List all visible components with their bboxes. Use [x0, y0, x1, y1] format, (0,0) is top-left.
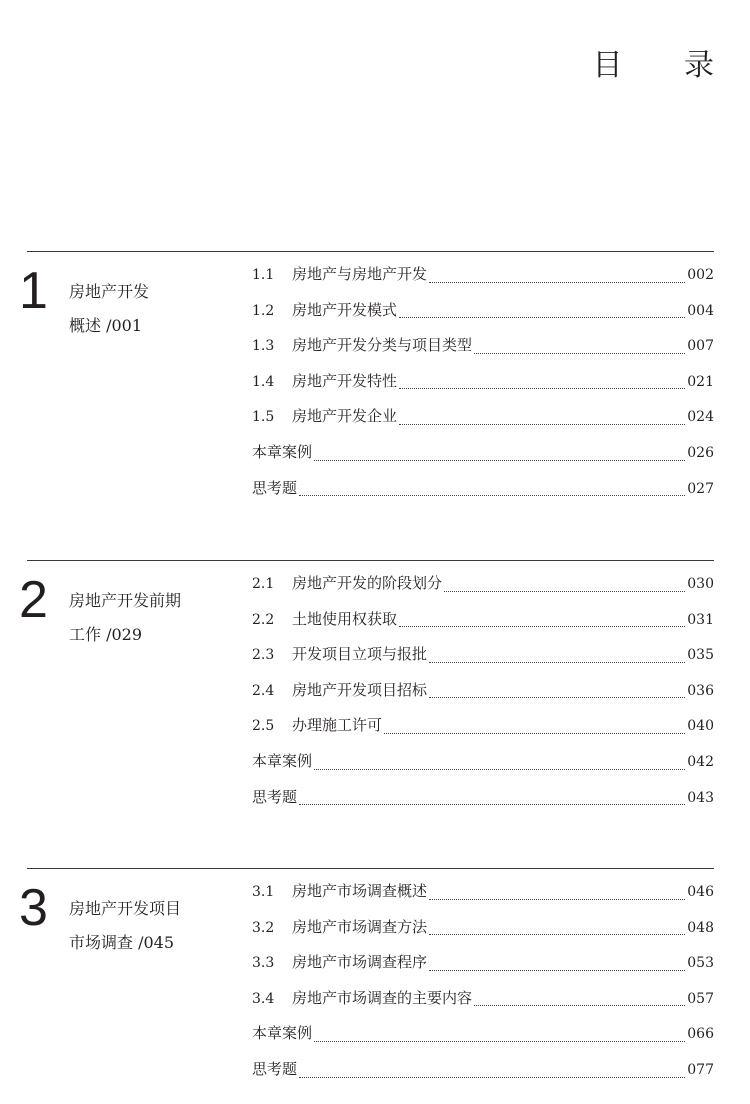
- toc-entry-title: 办理施工许可: [292, 716, 383, 735]
- toc-entry-number: 1.5: [252, 409, 275, 426]
- dot-leader: [399, 626, 685, 627]
- toc-entry[interactable]: [252, 747, 714, 783]
- toc-entry[interactable]: [252, 605, 714, 641]
- toc-entry-page: 024: [687, 409, 714, 426]
- toc-entry-page: 030: [687, 576, 714, 592]
- toc-entry[interactable]: [252, 676, 714, 712]
- toc-entry-page: 057: [687, 990, 714, 1007]
- dot-leader: [299, 804, 685, 805]
- toc-entry-title: 房地产开发企业: [292, 407, 398, 426]
- toc-entry-number: 1.1: [252, 267, 275, 283]
- toc-entries: [252, 569, 714, 818]
- toc-entry-page: 004: [687, 302, 714, 319]
- toc-entry-page: 026: [687, 444, 714, 461]
- toc-entries: [252, 877, 714, 1091]
- toc-entry[interactable]: [252, 296, 714, 332]
- dot-leader: [399, 317, 685, 318]
- toc-entry-title: 房地产开发模式: [292, 300, 398, 319]
- toc-entry-number: 2.4: [252, 682, 275, 699]
- dot-leader: [429, 662, 685, 663]
- dot-leader: [429, 282, 685, 283]
- toc-entry-page: 036: [687, 682, 714, 699]
- toc-entry[interactable]: [252, 1055, 714, 1091]
- chapter-title-line2: 市场调查 /045: [69, 933, 175, 952]
- toc-entry-number: 3.2: [252, 919, 275, 936]
- toc-entry[interactable]: [252, 783, 714, 819]
- chapter-title: [69, 275, 219, 343]
- toc-entry-title: 房地产开发特性: [292, 371, 398, 390]
- toc-entry[interactable]: [252, 438, 714, 474]
- dot-leader: [314, 460, 685, 461]
- toc-entry[interactable]: [252, 711, 714, 747]
- dot-leader: [399, 424, 685, 425]
- toc-entry-title: 房地产市场调查方法: [292, 917, 428, 936]
- toc-entry[interactable]: [252, 1019, 714, 1055]
- chapter-divider: [27, 560, 714, 561]
- toc-entry-page: 042: [687, 753, 714, 770]
- toc-entry[interactable]: [252, 569, 714, 605]
- toc-entry-page: 048: [687, 919, 714, 936]
- dot-leader: [314, 769, 685, 770]
- toc-entry-page: 002: [687, 267, 714, 283]
- toc-entry-page: 046: [687, 884, 714, 900]
- dot-leader: [474, 353, 685, 354]
- toc-entry-title: 思考题: [252, 478, 298, 497]
- toc-entry[interactable]: [252, 913, 714, 949]
- toc-entry-title: 房地产市场调查程序: [292, 953, 428, 972]
- chapter-title-line2: 工作 /029: [69, 625, 143, 644]
- dot-leader: [429, 934, 685, 935]
- toc-entry[interactable]: [252, 948, 714, 984]
- dot-leader: [429, 899, 685, 900]
- toc-entry-title: 房地产开发的阶段划分: [292, 574, 443, 592]
- toc-entry[interactable]: [252, 331, 714, 367]
- dot-leader: [429, 697, 685, 698]
- dot-leader: [399, 388, 685, 389]
- toc-entry-number: 3.4: [252, 990, 275, 1007]
- chapter-number: 3: [19, 879, 48, 937]
- toc-entry-title: 房地产开发项目招标: [292, 680, 428, 699]
- toc-entry-page: 035: [687, 647, 714, 664]
- chapter-title-line1: 房地产开发项目: [69, 899, 182, 918]
- dot-leader: [444, 591, 685, 592]
- toc-entry-number: 1.2: [252, 302, 275, 319]
- toc-entry[interactable]: [252, 877, 714, 913]
- toc-entry-title: 房地产与房地产开发: [292, 265, 428, 283]
- toc-entry-number: 2.2: [252, 611, 275, 628]
- dot-leader: [314, 1041, 685, 1042]
- toc-entry-page: 031: [687, 611, 714, 628]
- chapter-number: 2: [19, 571, 48, 629]
- toc-entry-title: 开发项目立项与报批: [292, 645, 428, 664]
- chapter-title-line2: 概述 /001: [69, 316, 143, 335]
- toc-entries: [252, 260, 714, 509]
- dot-leader: [429, 970, 685, 971]
- toc-entry[interactable]: [252, 402, 714, 438]
- toc-entry-title: 思考题: [252, 1059, 298, 1078]
- chapter-divider: [27, 251, 714, 252]
- chapter-title: [69, 584, 219, 652]
- toc-entry-title: 房地产市场调查概述: [292, 882, 428, 900]
- toc-entry-number: 2.1: [252, 576, 275, 592]
- dot-leader: [299, 1077, 685, 1078]
- page-title: 目 录: [592, 48, 740, 83]
- toc-entry[interactable]: [252, 984, 714, 1020]
- toc-entry[interactable]: [252, 260, 714, 296]
- toc-entry-title: 本章案例: [252, 442, 313, 461]
- toc-entry-page: 077: [687, 1061, 714, 1078]
- toc-entry-title: 本章案例: [252, 1024, 313, 1043]
- toc-entry-number: 3.1: [252, 884, 275, 900]
- toc-entry-title: 房地产市场调查的主要内容: [292, 988, 473, 1007]
- toc-entry-page: 021: [687, 373, 714, 390]
- toc-entry[interactable]: [252, 640, 714, 676]
- toc-entry-page: 027: [687, 480, 714, 497]
- dot-leader: [384, 733, 685, 734]
- toc-entry-number: 3.3: [252, 955, 275, 972]
- toc-entry-page: 040: [687, 718, 714, 735]
- chapter-3: [19, 868, 714, 1078]
- chapter-divider: [27, 868, 714, 869]
- toc-entry-title: 本章案例: [252, 751, 313, 770]
- chapter-number: 1: [19, 262, 48, 320]
- toc-entry-number: 2.3: [252, 647, 275, 664]
- toc-entry-page: 066: [687, 1026, 714, 1043]
- chapter-2: [19, 560, 714, 806]
- chapter-title-line1: 房地产开发前期: [69, 591, 182, 610]
- chapter-title-line1: 房地产开发: [69, 282, 150, 301]
- dot-leader: [474, 1005, 685, 1006]
- toc-entry-number: 2.5: [252, 718, 275, 735]
- toc-entry-number: 1.4: [252, 373, 275, 390]
- toc-entry[interactable]: [252, 367, 714, 403]
- toc-entry-title: 房地产开发分类与项目类型: [292, 336, 473, 355]
- toc-entry-page: 053: [687, 955, 714, 972]
- toc-entry-page: 043: [687, 789, 714, 806]
- chapter-1: [19, 251, 714, 497]
- toc-entry-page: 007: [687, 338, 714, 355]
- toc-entry[interactable]: [252, 474, 714, 510]
- dot-leader: [299, 495, 685, 496]
- toc-entry-number: 1.3: [252, 338, 275, 355]
- chapter-title: [69, 892, 219, 960]
- toc-entry-title: 思考题: [252, 787, 298, 806]
- toc-entry-title: 土地使用权获取: [292, 609, 398, 628]
